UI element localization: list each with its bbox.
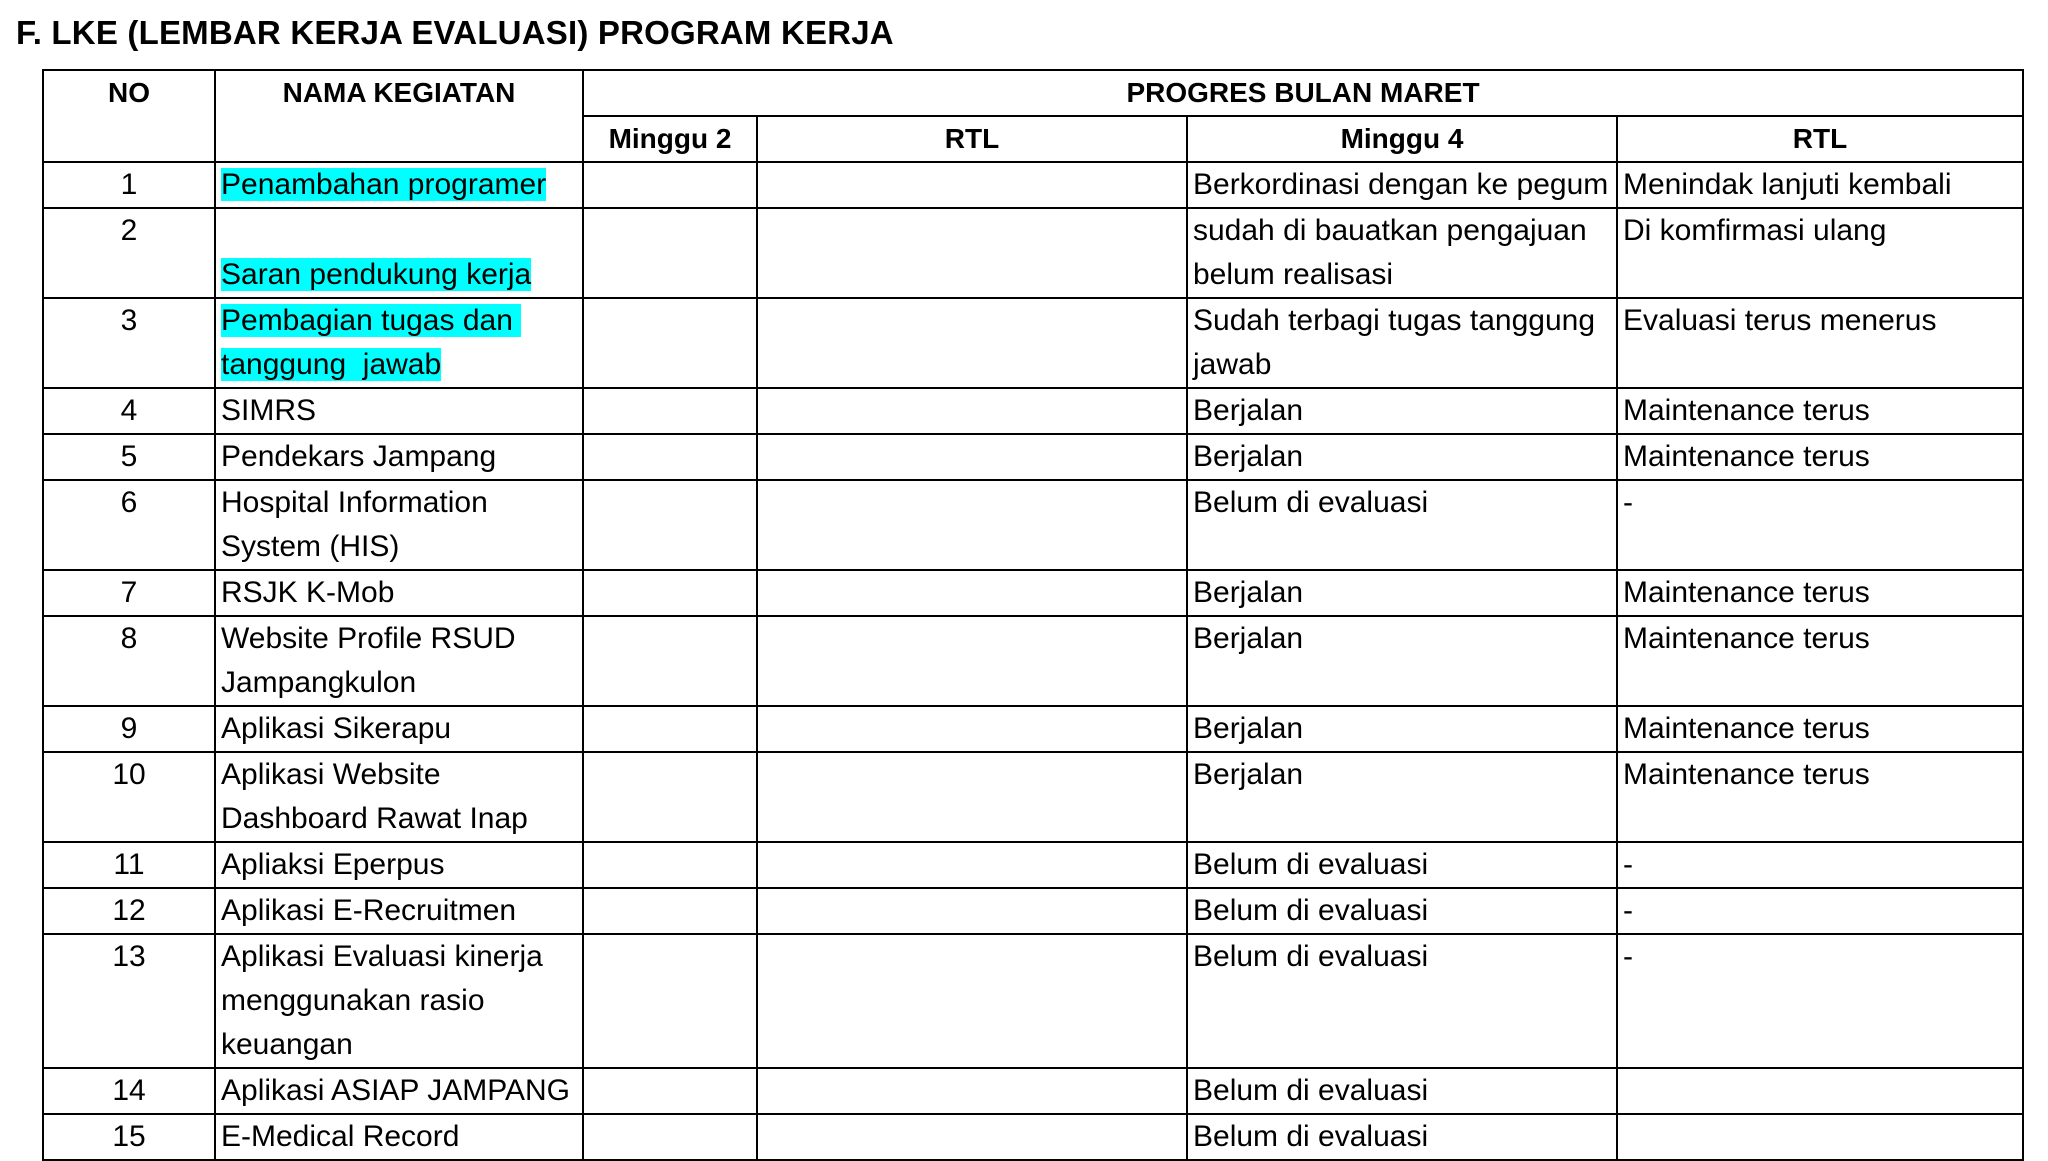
rtl-2-line: -: [1623, 486, 1633, 519]
table-row: [43, 162, 2023, 208]
nama-kegiatan-line: keuangan: [221, 1028, 353, 1061]
cell-rtl-1: [757, 480, 1187, 570]
cell-minggu-2: [583, 1068, 757, 1114]
nama-kegiatan-line: menggunakan rasio: [221, 984, 485, 1017]
header-rtl-1: RTL: [757, 116, 1187, 162]
minggu-4-line: Belum di evaluasi: [1193, 1074, 1429, 1107]
nama-kegiatan-line: Website Profile RSUD: [221, 622, 516, 655]
rtl-2-line: Maintenance terus: [1623, 576, 1870, 609]
minggu-4-line: Berjalan: [1193, 440, 1304, 473]
cell-rtl-1: [757, 298, 1187, 388]
lke-table: [42, 69, 2024, 1161]
cell-rtl-2: [1617, 162, 2023, 208]
minggu-4-line: Sudah terbagi tugas tanggung: [1193, 304, 1595, 337]
nama-kegiatan-line: tanggung jawab: [221, 348, 442, 381]
cell-minggu-4: [1187, 1114, 1617, 1160]
table-row: [43, 570, 2023, 616]
cell-minggu-4: [1187, 934, 1617, 1068]
cell-rtl-2: [1617, 1068, 2023, 1114]
cell-rtl-2: [1617, 298, 2023, 388]
cell-nama-kegiatan: [215, 1068, 583, 1114]
cell-rtl-1: [757, 570, 1187, 616]
cell-no: 9: [43, 706, 215, 752]
cell-rtl-1: [757, 388, 1187, 434]
nama-kegiatan-line: Saran pendukung kerja: [221, 258, 532, 291]
cell-rtl-1: [757, 934, 1187, 1068]
cell-rtl-2: [1617, 842, 2023, 888]
cell-rtl-2: [1617, 752, 2023, 842]
cell-nama-kegiatan: [215, 298, 583, 388]
minggu-4-line: Belum di evaluasi: [1193, 486, 1429, 519]
cell-minggu-2: [583, 480, 757, 570]
nama-kegiatan-line: E-Medical Record: [221, 1120, 460, 1153]
table-row: [43, 706, 2023, 752]
cell-rtl-1: [757, 752, 1187, 842]
table-row: [43, 208, 2023, 298]
cell-no: 6: [43, 480, 215, 570]
cell-nama-kegiatan: [215, 480, 583, 570]
nama-kegiatan-line: Aplikasi Website: [221, 758, 441, 791]
cell-no: 11: [43, 842, 215, 888]
rtl-2-line: Di komfirmasi ulang: [1623, 214, 1887, 247]
cell-no: 3: [43, 298, 215, 388]
rtl-2-line: -: [1623, 894, 1633, 927]
cell-rtl-1: [757, 1114, 1187, 1160]
cell-rtl-2: [1617, 888, 2023, 934]
cell-rtl-1: [757, 842, 1187, 888]
cell-minggu-2: [583, 934, 757, 1068]
cell-rtl-1: [757, 1068, 1187, 1114]
header-no: NO: [43, 70, 215, 162]
table-row: [43, 842, 2023, 888]
cell-minggu-2: [583, 570, 757, 616]
cell-rtl-1: [757, 706, 1187, 752]
cell-minggu-2: [583, 434, 757, 480]
cell-minggu-4: [1187, 162, 1617, 208]
cell-no: 4: [43, 388, 215, 434]
nama-kegiatan-line: Jampangkulon: [221, 666, 417, 699]
minggu-4-line: belum realisasi: [1193, 258, 1394, 291]
cell-rtl-2: [1617, 1114, 2023, 1160]
nama-kegiatan-line: Pendekars Jampang: [221, 440, 497, 473]
table-row: [43, 1068, 2023, 1114]
cell-minggu-2: [583, 162, 757, 208]
nama-kegiatan-line: Dashboard Rawat Inap: [221, 802, 528, 835]
cell-nama-kegiatan: [215, 616, 583, 706]
minggu-4-line: Belum di evaluasi: [1193, 848, 1429, 881]
cell-minggu-4: [1187, 570, 1617, 616]
rtl-2-line: Maintenance terus: [1623, 440, 1870, 473]
cell-no: 13: [43, 934, 215, 1068]
table-row: [43, 752, 2023, 842]
nama-kegiatan-line: Apliaksi Eperpus: [221, 848, 445, 881]
minggu-4-line: Berjalan: [1193, 622, 1304, 655]
minggu-4-line: sudah di bauatkan pengajuan: [1193, 214, 1587, 247]
nama-kegiatan-line: Aplikasi Sikerapu: [221, 712, 452, 745]
header-progres-bulan: PROGRES BULAN MARET: [583, 70, 2023, 116]
rtl-2-line: Maintenance terus: [1623, 394, 1870, 427]
table-row: [43, 1114, 2023, 1160]
cell-minggu-2: [583, 1114, 757, 1160]
rtl-2-line: -: [1623, 848, 1633, 881]
table-row: [43, 616, 2023, 706]
nama-kegiatan-line: SIMRS: [221, 394, 317, 427]
rtl-2-line: Maintenance terus: [1623, 622, 1870, 655]
cell-minggu-2: [583, 752, 757, 842]
cell-minggu-2: [583, 616, 757, 706]
cell-no: 15: [43, 1114, 215, 1160]
table-row: [43, 298, 2023, 388]
table-row: [43, 934, 2023, 1068]
cell-no: 7: [43, 570, 215, 616]
document-title: F. LKE (LEMBAR KERJA EVALUASI) PROGRAM KERJA: [16, 14, 894, 51]
cell-rtl-1: [757, 616, 1187, 706]
cell-no: 8: [43, 616, 215, 706]
cell-nama-kegiatan: [215, 208, 583, 298]
minggu-4-line: Berjalan: [1193, 758, 1304, 791]
nama-kegiatan-line: Aplikasi Evaluasi kinerja: [221, 940, 543, 973]
rtl-2-line: Maintenance terus: [1623, 758, 1870, 791]
cell-minggu-2: [583, 298, 757, 388]
rtl-2-line: Maintenance terus: [1623, 712, 1870, 745]
cell-nama-kegiatan: [215, 570, 583, 616]
cell-rtl-1: [757, 888, 1187, 934]
cell-minggu-4: [1187, 434, 1617, 480]
cell-nama-kegiatan: [215, 388, 583, 434]
cell-minggu-4: [1187, 388, 1617, 434]
cell-no: 5: [43, 434, 215, 480]
cell-minggu-4: [1187, 1068, 1617, 1114]
cell-minggu-4: [1187, 616, 1617, 706]
table-row: [43, 434, 2023, 480]
cell-no: 10: [43, 752, 215, 842]
cell-minggu-4: [1187, 888, 1617, 934]
nama-kegiatan-line: Pembagian tugas dan: [221, 304, 522, 337]
cell-nama-kegiatan: [215, 888, 583, 934]
minggu-4-line: Berjalan: [1193, 712, 1304, 745]
nama-kegiatan-line: Aplikasi ASIAP JAMPANG: [221, 1074, 571, 1107]
header-minggu-2: Minggu 2: [583, 116, 757, 162]
header-rtl-2: RTL: [1617, 116, 2023, 162]
table-row: [43, 388, 2023, 434]
cell-rtl-2: [1617, 434, 2023, 480]
cell-no: 14: [43, 1068, 215, 1114]
rtl-2-line: -: [1623, 940, 1633, 973]
header-minggu-4: Minggu 4: [1187, 116, 1617, 162]
cell-nama-kegiatan: [215, 706, 583, 752]
cell-minggu-4: [1187, 298, 1617, 388]
cell-rtl-2: [1617, 934, 2023, 1068]
minggu-4-line: Belum di evaluasi: [1193, 940, 1429, 973]
cell-rtl-2: [1617, 388, 2023, 434]
nama-kegiatan-line: Penambahan programer: [221, 168, 547, 201]
cell-no: 2: [43, 208, 215, 298]
cell-rtl-2: [1617, 480, 2023, 570]
nama-kegiatan-line: Aplikasi E-Recruitmen: [221, 894, 517, 927]
cell-minggu-4: [1187, 842, 1617, 888]
cell-no: 12: [43, 888, 215, 934]
cell-rtl-1: [757, 434, 1187, 480]
minggu-4-line: Belum di evaluasi: [1193, 1120, 1429, 1153]
cell-no: 1: [43, 162, 215, 208]
cell-nama-kegiatan: [215, 842, 583, 888]
minggu-4-line: Berkordinasi dengan ke pegum: [1193, 168, 1609, 201]
cell-minggu-4: [1187, 480, 1617, 570]
cell-minggu-4: [1187, 706, 1617, 752]
cell-rtl-1: [757, 162, 1187, 208]
cell-minggu-2: [583, 842, 757, 888]
cell-nama-kegiatan: [215, 162, 583, 208]
rtl-2-line: Evaluasi terus menerus: [1623, 304, 1937, 337]
cell-minggu-2: [583, 888, 757, 934]
minggu-4-line: Belum di evaluasi: [1193, 894, 1429, 927]
cell-minggu-4: [1187, 752, 1617, 842]
header-nama-kegiatan: NAMA KEGIATAN: [215, 70, 583, 162]
cell-nama-kegiatan: [215, 934, 583, 1068]
minggu-4-line: Berjalan: [1193, 394, 1304, 427]
nama-kegiatan-line: RSJK K-Mob: [221, 576, 395, 609]
cell-nama-kegiatan: [215, 1114, 583, 1160]
minggu-4-line: Berjalan: [1193, 576, 1304, 609]
nama-kegiatan-line: Hospital Information: [221, 486, 488, 519]
rtl-2-line: Menindak lanjuti kembali: [1623, 168, 1952, 201]
cell-rtl-2: [1617, 570, 2023, 616]
cell-minggu-2: [583, 706, 757, 752]
minggu-4-line: jawab: [1193, 348, 1272, 381]
nama-kegiatan-line: System (HIS): [221, 530, 400, 563]
cell-rtl-2: [1617, 706, 2023, 752]
cell-minggu-2: [583, 208, 757, 298]
cell-nama-kegiatan: [215, 752, 583, 842]
cell-minggu-2: [583, 388, 757, 434]
table-row: [43, 888, 2023, 934]
table-row: [43, 480, 2023, 570]
cell-rtl-2: [1617, 616, 2023, 706]
cell-rtl-2: [1617, 208, 2023, 298]
cell-nama-kegiatan: [215, 434, 583, 480]
table-body: [43, 162, 2023, 1160]
cell-rtl-1: [757, 208, 1187, 298]
cell-minggu-4: [1187, 208, 1617, 298]
